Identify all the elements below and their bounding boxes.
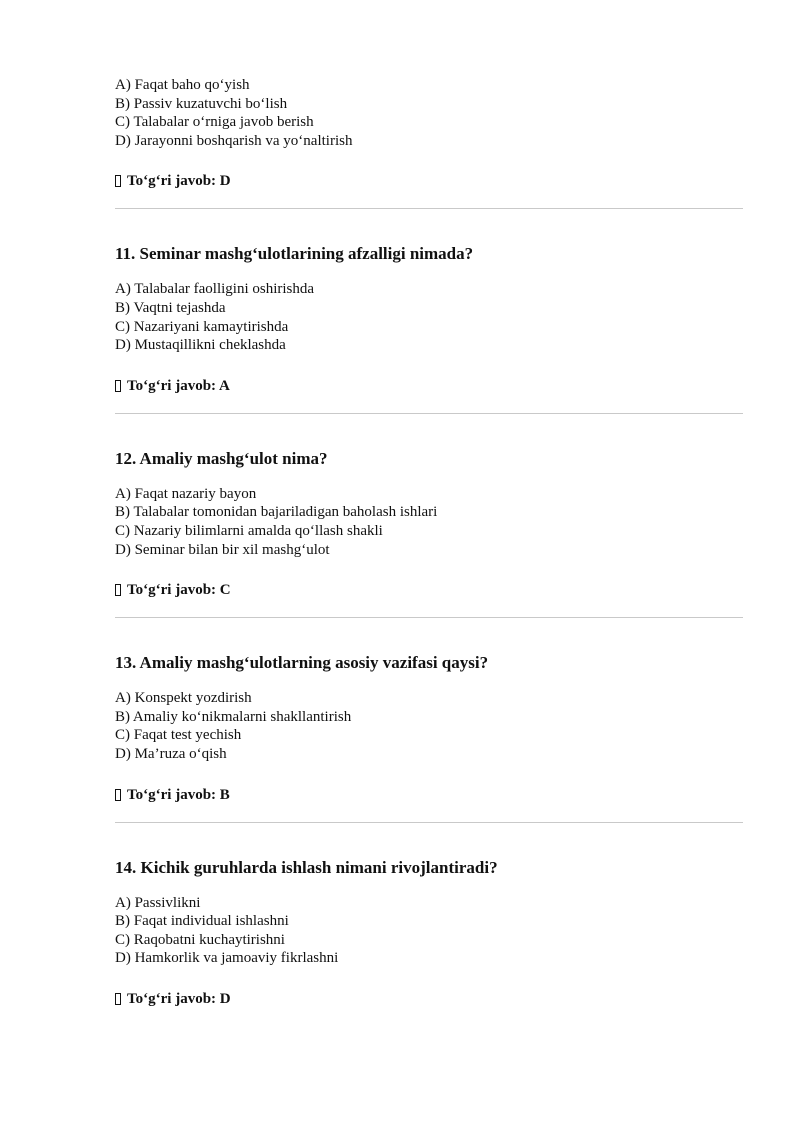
correct-answer-text: To‘g‘ri javob: D (127, 990, 231, 1007)
correct-answer-text: To‘g‘ri javob: B (127, 786, 230, 803)
correct-answer-text: To‘g‘ri javob: A (127, 377, 230, 394)
option-c: C) Talabalar o‘rniga javob berish (115, 114, 314, 131)
option-list (115, 280, 743, 354)
option-a: A) Faqat nazariy bayon (115, 485, 257, 502)
option-list (115, 485, 743, 559)
question-title: 11. Seminar mashg‘ulotlarining afzalligi nimada? (115, 244, 474, 264)
option-b: B) Faqat individual ishlashni (115, 913, 289, 930)
section-divider (115, 617, 743, 618)
section-divider (115, 413, 743, 414)
option-d: D) Hamkorlik va jamoaviy fikrlashni (115, 950, 339, 967)
correct-answer (115, 581, 743, 599)
document-content (115, 76, 743, 1008)
missing-glyph-icon (115, 380, 121, 392)
question-block-10 (115, 76, 743, 190)
missing-glyph-icon (115, 584, 121, 596)
option-d: D) Mustaqillikni cheklashda (115, 337, 286, 354)
correct-answer-text: To‘g‘ri javob: D (127, 173, 231, 190)
question-block-13 (115, 652, 743, 803)
section-divider (115, 208, 743, 209)
question-block-12 (115, 448, 743, 599)
option-d: D) Ma’ruza o‘qish (115, 745, 227, 762)
correct-answer (115, 786, 743, 804)
missing-glyph-icon (115, 175, 121, 187)
question-block-11 (115, 243, 743, 394)
correct-answer (115, 990, 743, 1008)
option-a: A) Faqat baho qo‘yish (115, 77, 250, 93)
question-title: 14. Kichik guruhlarda ishlash nimani rivojlantiradi? (115, 857, 498, 877)
correct-answer-text: To‘g‘ri javob: C (127, 582, 231, 599)
option-b: B) Amaliy ko‘nikmalarni shakllantirish (115, 708, 352, 725)
option-a: A) Konspekt yozdirish (115, 690, 252, 707)
option-list (115, 689, 743, 763)
option-a: A) Talabalar faolligini oshirishda (115, 281, 315, 298)
option-d: D) Seminar bilan bir xil mashg‘ulot (115, 541, 330, 558)
option-d: D) Jarayonni boshqarish va yo‘naltirish (115, 132, 353, 149)
option-b: B) Vaqtni tejashda (115, 299, 226, 316)
option-list (115, 894, 743, 968)
option-c: C) Raqobatni kuchaytirishni (115, 931, 285, 948)
option-a: A) Passivlikni (115, 894, 201, 911)
section-divider (115, 822, 743, 823)
question-title: 13. Amaliy mashg‘ulotlarning asosiy vazifasi qaysi? (115, 653, 489, 673)
missing-glyph-icon (115, 789, 121, 801)
option-b: B) Passiv kuzatuvchi bo‘lish (115, 95, 288, 112)
missing-glyph-icon (115, 993, 121, 1005)
question-title: 12. Amaliy mashg‘ulot nima? (115, 448, 328, 468)
question-block-14 (115, 857, 743, 1008)
option-c: C) Nazariy bilimlarni amalda qo‘llash shakli (115, 522, 383, 539)
option-c: C) Faqat test yechish (115, 727, 242, 744)
correct-answer (115, 172, 743, 190)
option-b: B) Talabalar tomonidan bajariladigan baholash ishlari (115, 504, 438, 521)
option-c: C) Nazariyani kamaytirishda (115, 318, 289, 335)
correct-answer (115, 377, 743, 395)
option-list (115, 76, 743, 150)
